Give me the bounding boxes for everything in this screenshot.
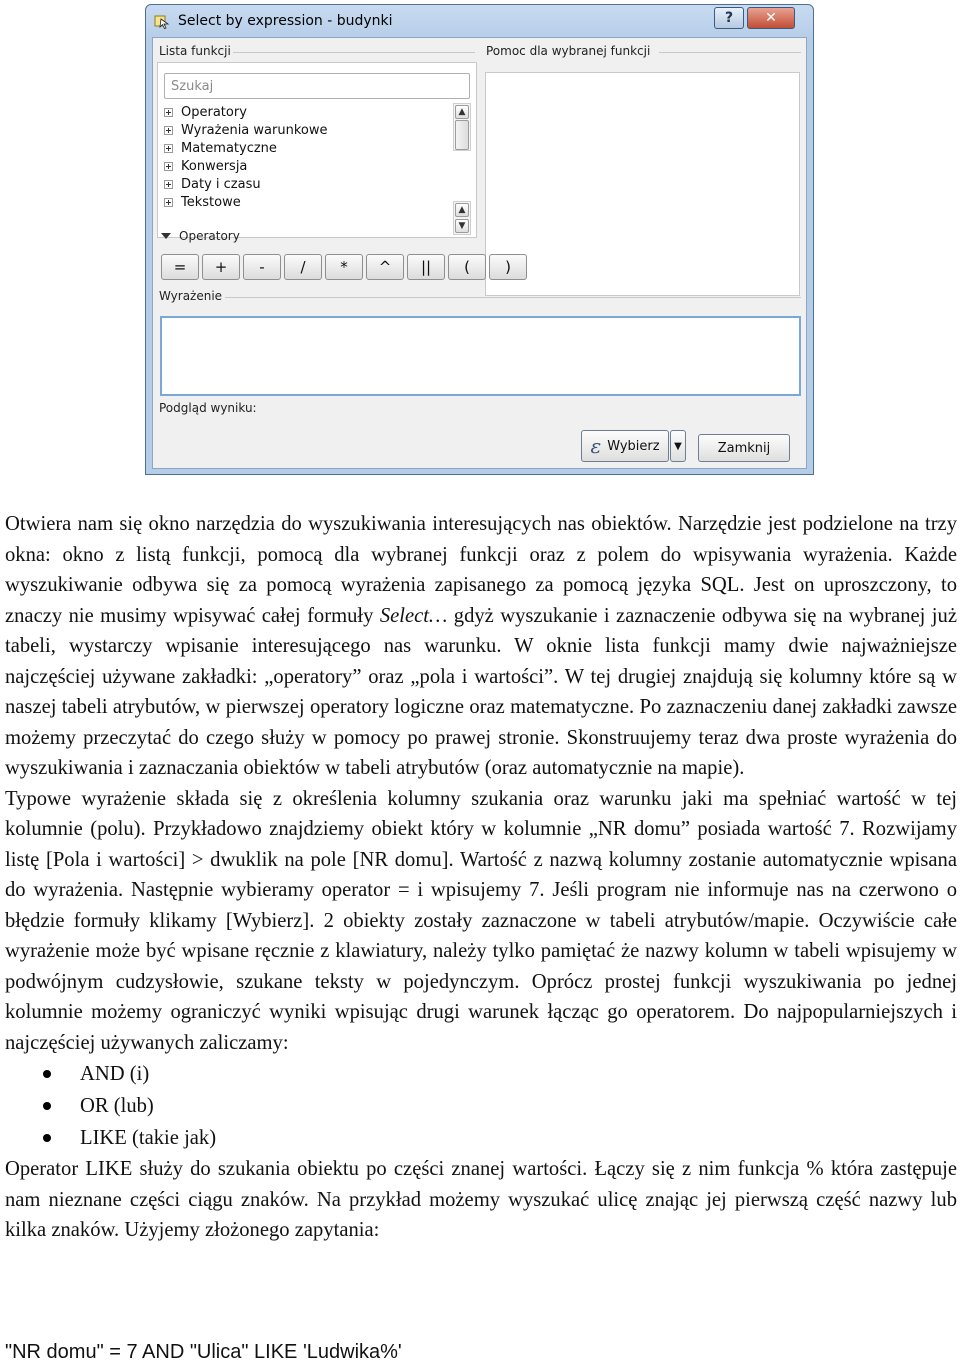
- preview-label: Podgląd wyniku:: [159, 401, 257, 415]
- upper-scrollbar[interactable]: [453, 103, 471, 151]
- operator-minus-button[interactable]: -: [243, 254, 281, 280]
- operator-multiply-button[interactable]: *: [325, 254, 363, 280]
- bullet-icon: [43, 1070, 51, 1078]
- operator-close-paren-button[interactable]: ): [489, 254, 527, 280]
- scroll-up-icon[interactable]: ▲: [455, 203, 469, 217]
- window-close-button[interactable]: ✕: [747, 7, 795, 29]
- expand-plus-icon[interactable]: [164, 108, 173, 117]
- functions-list-panel: [157, 62, 477, 238]
- expression-epsilon-icon: ε: [590, 434, 602, 458]
- function-tree: [164, 103, 454, 211]
- operator-concat-button[interactable]: ||: [407, 254, 445, 280]
- select-options-dropdown[interactable]: [670, 430, 686, 462]
- close-dialog-button[interactable]: [698, 434, 790, 462]
- operator-open-paren-button[interactable]: (: [448, 254, 486, 280]
- paragraph-3: Operator LIKE służy do szukania obiektu po części znanej wartości. Łączy się z nim funkcja % która zastępuje nam nieznane części ciągu znaków. Na przykład możemy wyszukać ulicę znając jej pierwszą część nazwy lub kilka znaków. Użyjemy złożonego zapytania:: [5, 1158, 957, 1241]
- operator-divide-button[interactable]: /: [284, 254, 322, 280]
- collapse-triangle-icon[interactable]: [161, 233, 171, 239]
- expand-plus-icon[interactable]: [164, 198, 173, 207]
- list-item: [5, 1090, 957, 1122]
- scroll-up-icon[interactable]: ▲: [455, 105, 469, 119]
- operator-equals-button[interactable]: =: [161, 254, 199, 280]
- divider: [659, 52, 801, 53]
- tree-item-label: Matematyczne: [181, 140, 277, 156]
- bullet-icon: [43, 1134, 51, 1142]
- close-dialog-button-label: Zamknij: [717, 440, 771, 456]
- expression-input[interactable]: [160, 316, 801, 396]
- expand-plus-icon[interactable]: [164, 180, 173, 189]
- tree-item-label: Tekstowe: [181, 194, 241, 210]
- operator-buttons: [161, 254, 530, 280]
- select-by-expression-dialog: [145, 4, 814, 475]
- scroll-thumb[interactable]: [455, 120, 469, 150]
- list-item-text: LIKE (takie jak): [80, 1127, 217, 1149]
- expand-plus-icon[interactable]: [164, 144, 173, 153]
- operators-section-label: Operatory: [179, 229, 240, 243]
- dialog-body: [152, 37, 807, 469]
- function-help-panel: [485, 72, 800, 296]
- expand-plus-icon[interactable]: [164, 126, 173, 135]
- window-title: Select by expression - budynki: [178, 13, 393, 29]
- example-query: "NR domu" = 7 AND "Ulica" LIKE 'Ludwika%': [5, 1341, 402, 1363]
- title-bar: [146, 5, 813, 37]
- expression-group-label: Wyrażenie: [159, 289, 223, 303]
- tree-item-label: Konwersja: [181, 158, 248, 174]
- tree-item-string[interactable]: [164, 193, 454, 211]
- tree-item-label: Operatory: [181, 104, 247, 120]
- tree-item-math[interactable]: [164, 139, 454, 157]
- operators-section-toggle[interactable]: [161, 229, 240, 243]
- chevron-down-icon[interactable]: ▼: [674, 440, 682, 452]
- tree-item-date-time[interactable]: [164, 175, 454, 193]
- list-item: [5, 1058, 957, 1090]
- tree-item-label: Daty i czasu: [181, 176, 261, 192]
- document-body: [5, 509, 957, 1246]
- scroll-down-icon[interactable]: ▼: [455, 219, 469, 233]
- paragraph-1-rest: gdyż wyszukanie i zaznaczenie odbywa się na wybranej już tabeli, wystarczy wpisanie interesującego nas warunku. W oknie lista funkcji mamy dwie najważniejsze najczęściej używane zakładki: „operatory” oraz „pola i wartości”. W tej drugiej znajdują się kolumny które są w naszej tabeli atrybutów, w pierwszej operatory logiczne oraz matematyczne. Po zaznaczeniu danej zakładki zawsze możemy przeczytać do czego służy w pomocy po prawej stronie. Skonstruujemy teraz dwa proste wyrażenia do wyszukiwania i zaznaczania obiektów w tabeli atrybutów (oraz automatycznie na mapie).: [5, 604, 957, 779]
- tree-item-operatory[interactable]: [164, 103, 454, 121]
- select-keyword: Select…: [379, 604, 448, 627]
- operator-plus-button[interactable]: +: [202, 254, 240, 280]
- list-item-text: OR (lub): [80, 1095, 154, 1117]
- select-button-label: Wybierz: [607, 438, 660, 454]
- paragraph-2: Typowe wyrażenie składa się z określenia kolumny szukania oraz warunku jaki ma spełniać wartość w tej kolumnie (polu). Przykładowo znajdziemy obiekt który w kolumnie „NR domu” posiada wartość 7. Rozwijamy listę [Pola i wartości] > dwuklik na pole [NR domu]. Wartość z nazwą kolumny zostanie automatycznie wpisana do wyrażenia. Następnie wybieramy operator = i wpisujemy 7. Jeśli program nie informuje nas na czerwono o błędzie formuły klikamy [Wybierz]. 2 obiekty zostały zaznaczone w tabeli atrybutów/mapie. Oczywiście całe wyrażenie może być wpisane ręcznie z klawiatury, należy tylko pamiętać że nazwy kolumn w tabeli wpisujemy w podwójnym cudzysłowie, szukane teksty w pojedynczym. Oprócz prostej funkcji wyszukiwania po jednej kolumnie możemy ograniczyć wyniki wpisując drugi warunek łącząc go operatorem. Do najpopularniejszych i najczęściej używanych zaliczamy:: [5, 787, 957, 1054]
- select-button[interactable]: [581, 430, 669, 462]
- lower-scrollbar[interactable]: [453, 201, 471, 235]
- list-item: [5, 1122, 957, 1154]
- help-group-label: Pomoc dla wybranej funkcji: [486, 44, 651, 58]
- paragraph-1-text: Otwiera nam się okno narzędzia do wyszukiwania interesujących nas obiektów. Narzędzie jest podzielone na trzy okna: okno z listą funkcji, pomocą dla wybranej funkcji oraz z polem do wpisywania wyrażenia. Każde wyszukiwanie odbywa się za pomocą wyrażenia zapisanego za pomocą języka SQL. Jest on uproszczony, to znaczy nie musimy wpisywać całej formuły: [5, 513, 957, 627]
- tree-item-label: Wyrażenia warunkowe: [181, 122, 328, 138]
- functions-group-label: Lista funkcji: [159, 44, 231, 58]
- help-button[interactable]: ?: [714, 7, 744, 29]
- divider: [225, 297, 801, 298]
- bullet-icon: [43, 1102, 51, 1110]
- divider: [233, 52, 475, 53]
- operator-list: [5, 1058, 957, 1154]
- operator-power-button[interactable]: ^: [366, 254, 404, 280]
- list-item-text: AND (i): [80, 1063, 150, 1085]
- tree-item-conversion[interactable]: [164, 157, 454, 175]
- qgis-select-icon: [154, 13, 170, 29]
- expand-plus-icon[interactable]: [164, 162, 173, 171]
- paragraph-1: [5, 509, 957, 784]
- tree-item-conditional[interactable]: [164, 121, 454, 139]
- search-input[interactable]: [164, 73, 470, 99]
